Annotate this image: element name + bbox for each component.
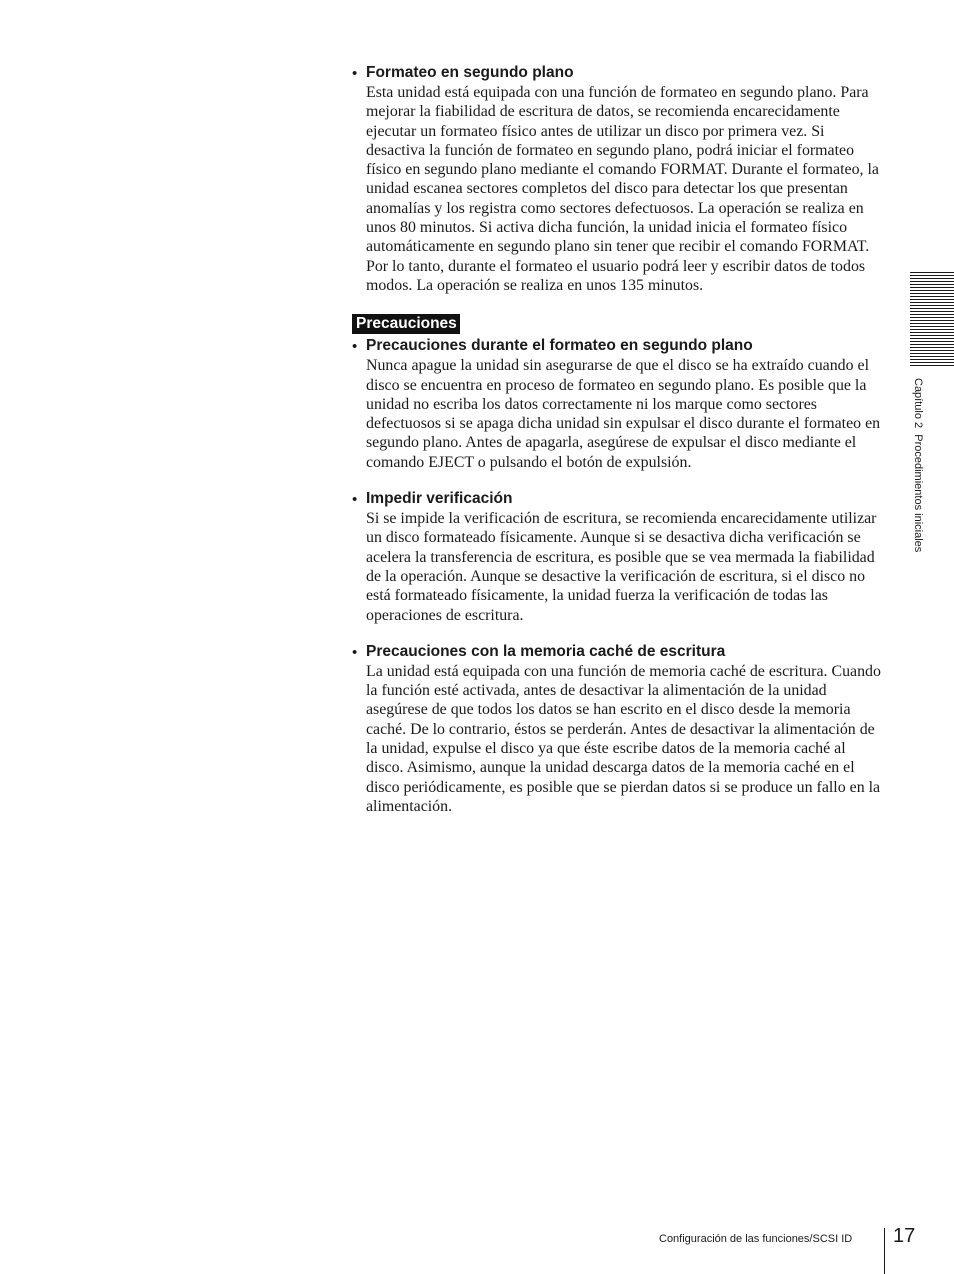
item-body: Nunca apague la unidad sin asegurarse de que el disco se ha extraído cuando el disco se encuentra en proceso de formateo en segundo plano. Es posible que la unidad no escriba los datos correctamente ni los marque como sectores defectuosos si se apaga dicha unidad sin expulsar el disco durante el formateo en segundo plano. Antes de apagarla, asegúrese de expulsar el disco mediante el comando EJECT o pulsando el botón de expulsión. [366,357,881,471]
item-body: Si se impide la verificación de escritura, se recomienda encarecidamente utilizar un disco formateado físicamente. Aunque si se desactiva dicha verificación se acelera la transferencia de escritura, es posible que se vea mermada la fiabilidad de la operación. Aunque se desactive la verificación de escritura, si el disco no está formateado físicamente, la unidad fuerza la verificación de todas las operaciones de escritura. [366,510,877,624]
chapter-tab-marker [910,272,954,366]
footer-section-title: Configuración de las funciones/SCSI ID [659,1233,853,1245]
bullet: • [352,491,358,509]
section-label-precauciones: Precauciones [352,314,460,334]
main-content [352,63,884,833]
bullet: • [352,643,358,661]
bullet: • [352,338,358,356]
item-formateo-segundo-plano [352,63,884,295]
item-title: Formateo en segundo plano [366,64,574,81]
item-body: La unidad está equipada con una función de memoria caché de escritura. Cuando la función esté activada, antes de desactivar la alimentación de la unidad asegúrese de que todos los datos se han escrito en el disco desde la memoria caché. De lo contrario, éstos se perderán. Antes de desactivar la alimentación de la unidad, expulse el disco ya que éste escribe datos de la memoria caché al disco. Asimismo, aunque la unidad descarga datos de la memoria caché en el disco periódicamente, es posible que se pierdan datos si se produce un fallo en la alimentación. [366,662,881,815]
footer-divider [884,1228,885,1274]
item-title: Precauciones durante el formateo en segundo plano [366,337,753,355]
page-number: 17 [893,1225,916,1247]
item-memoria-cache [352,642,884,816]
item-impedir-verificacion [352,489,884,625]
item-body: Esta unidad está equipada con una función de formateo en segundo plano. Para mejorar la fiabilidad de escritura de datos, se recomienda encarecidamente ejecutar un formateo físico antes de utilizar un disco por primera vez. Si desactiva la función de formateo en segundo plano, podrá iniciar el formateo físico en segundo plano mediante el comando FORMAT. Durante el formateo, la unidad escanea sectores completos del disco para detectar los que presentan anomalías y los registra como sectores defectuosos. La operación se realiza en unos 80 minutos. Si activa dicha función, la unidad inicia el formateo físico automáticamente en segundo plano sin tener que recibir el comando FORMAT. Por lo tanto, durante el formateo el usuario podrá leer y escribir datos de todos modos. La operación se realiza en unos 135 minutos. [366,84,879,294]
chapter-side-label: Capítulo 2 Procedimientos iniciales [912,378,924,553]
bullet: • [352,65,358,82]
item-title: Precauciones con la memoria caché de escritura [366,642,726,660]
item-precauciones-formateo [352,336,884,472]
item-title: Impedir verificación [366,490,513,508]
